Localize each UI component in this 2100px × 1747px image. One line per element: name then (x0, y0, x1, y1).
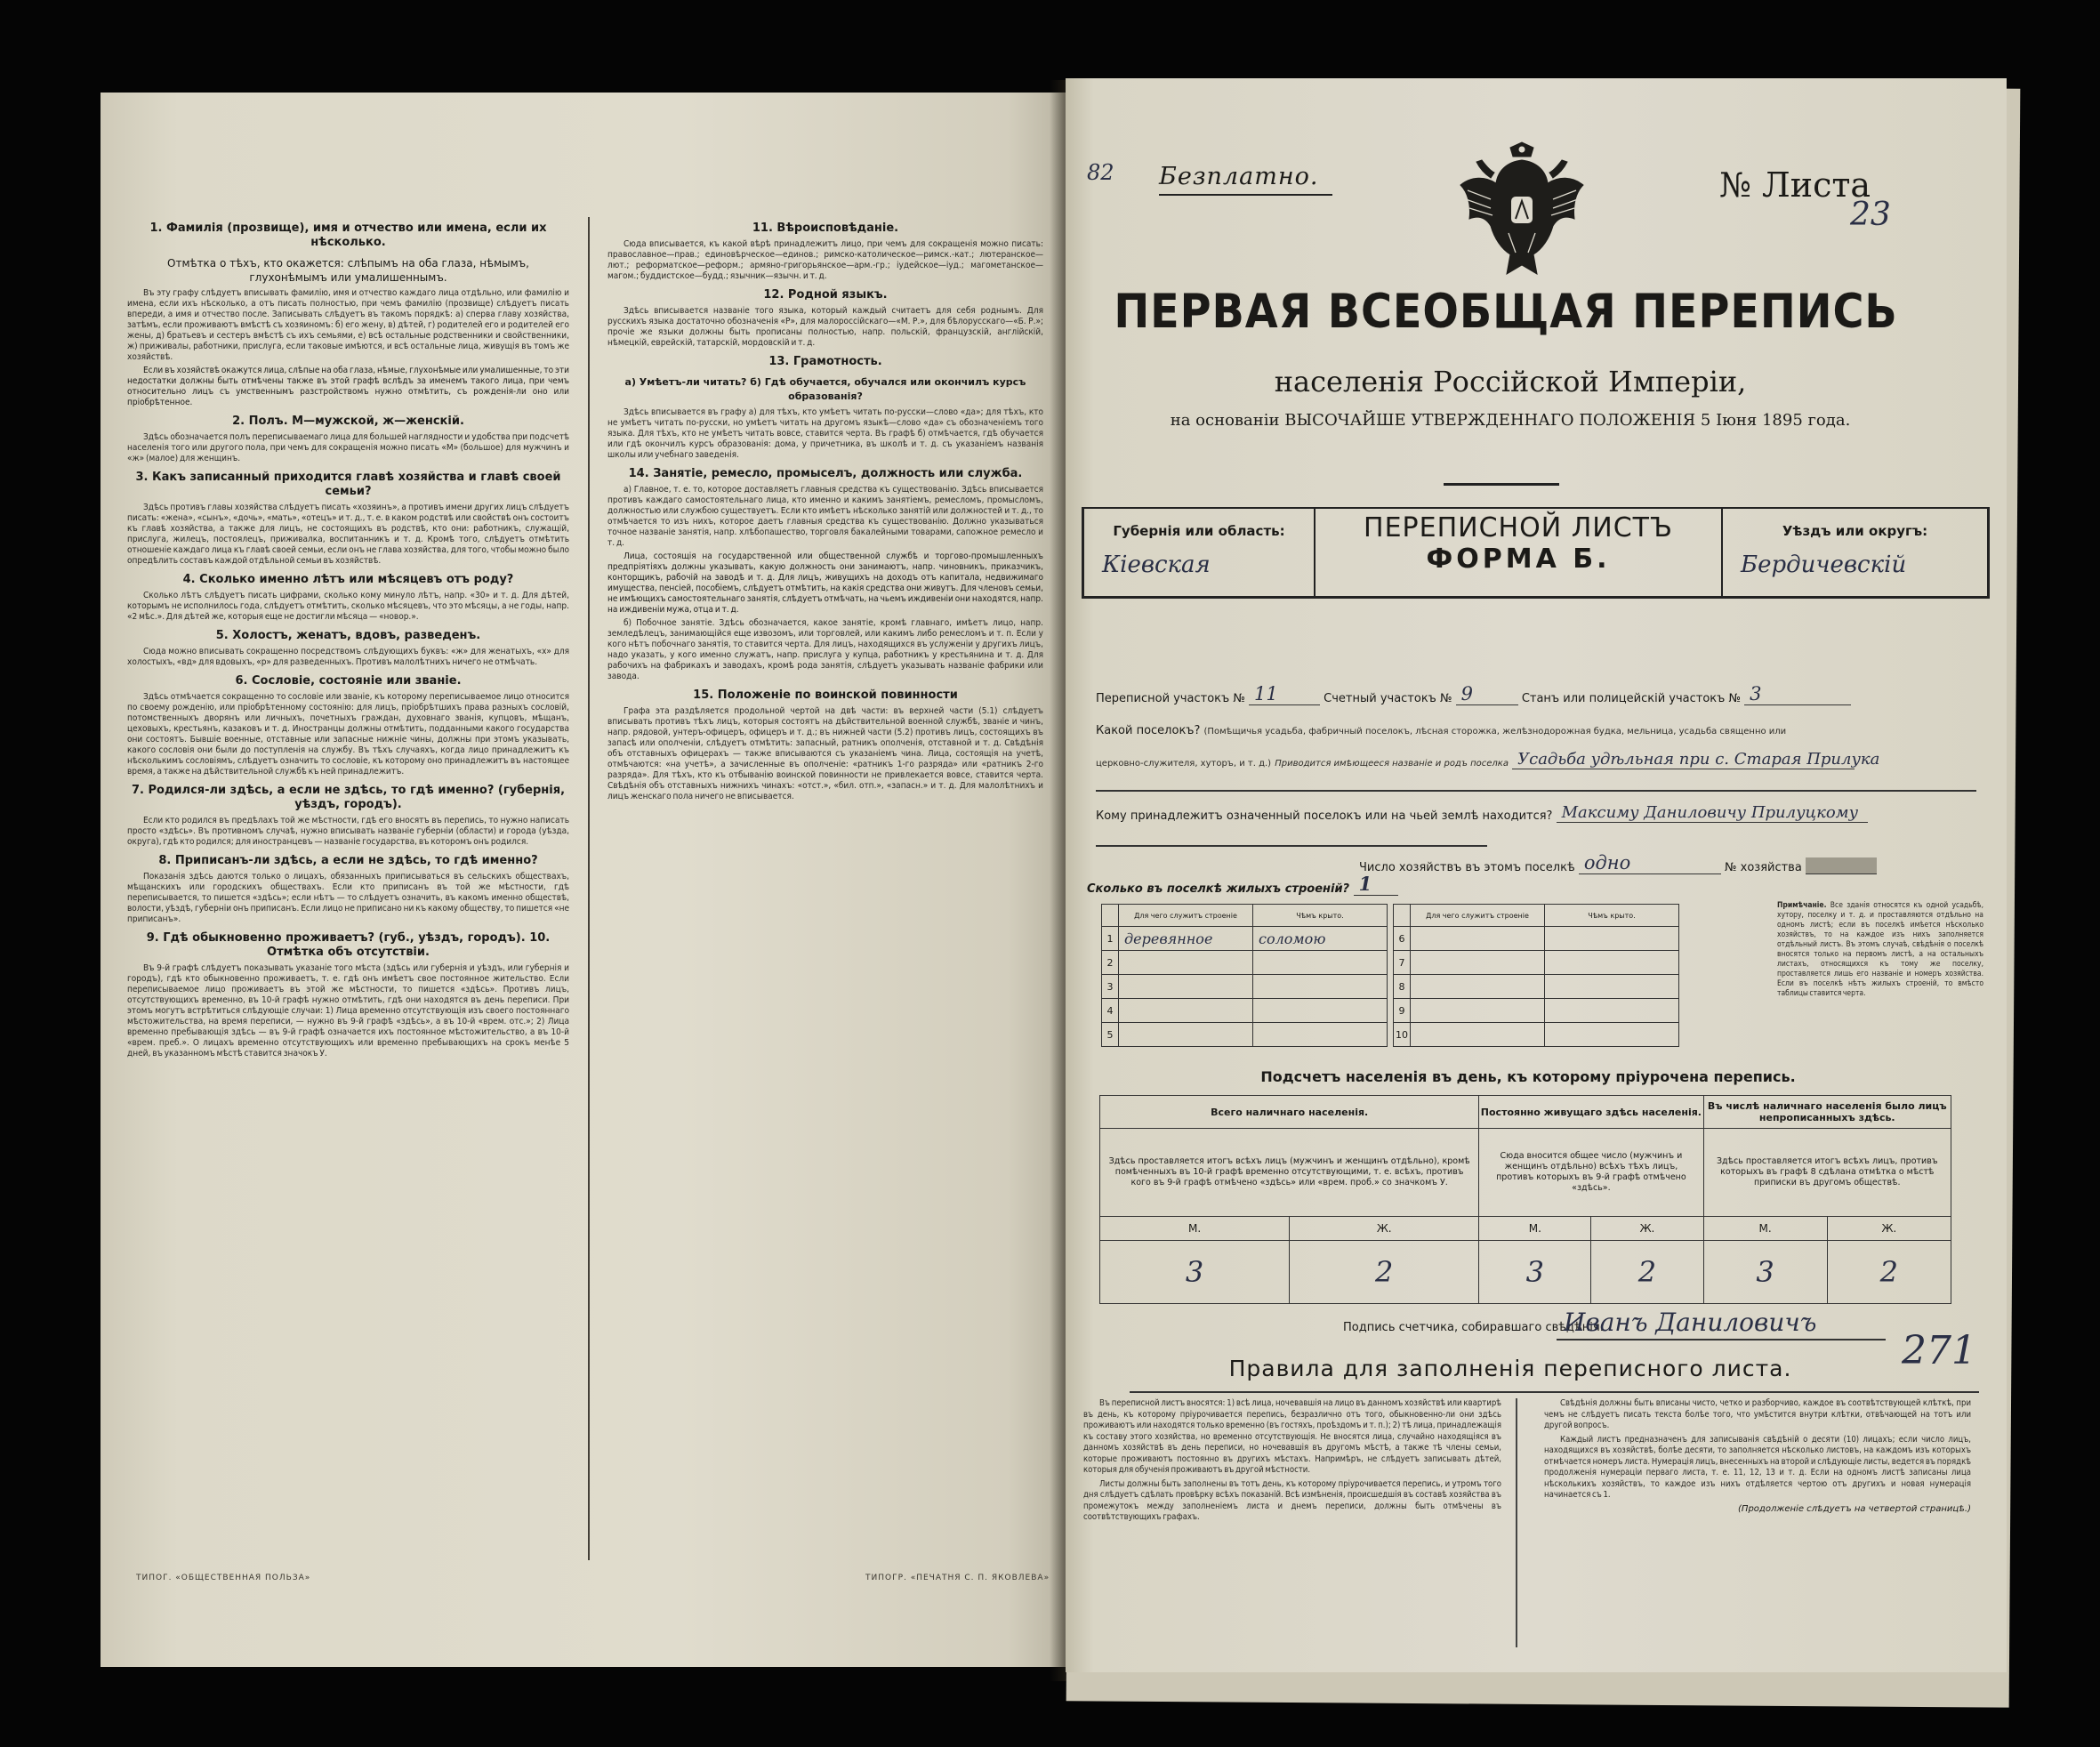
police-district-label: Станъ или полицейскій участокъ № (1521, 692, 1741, 705)
summary-value: 2 (1591, 1241, 1703, 1304)
handwritten-corner-number: 82 (1087, 160, 1114, 185)
province-value: Кіевская (1102, 551, 1211, 578)
section-title: 8. Приписанъ-ли здѣсь, а если не здѣсь, то гдѣ именно? (158, 854, 538, 867)
column-divider (588, 217, 590, 1560)
dw-header-roof-2: Чѣмъ крыто. (1545, 905, 1679, 927)
counting-district-field: 9 (1456, 688, 1518, 705)
province-cell (1084, 509, 1316, 596)
dw-header-roof: Чѣмъ крыто. (1253, 905, 1388, 927)
census-district-line (1096, 683, 1851, 705)
owner-field-line (1096, 845, 1487, 847)
settlement-field-line (1096, 790, 1976, 792)
note-title: Примѣчаніе. (1777, 901, 1827, 910)
table-row: 2 7 (1102, 951, 1679, 975)
households-field: одно (1579, 857, 1721, 874)
rules-column-2: Свѣдѣнія должны быть вписаны чисто, четко и разборчиво, каждое въ соотвѣтствующей клѣткѣ, при чемъ не слѣдуетъ писать текста болѣе того, что умѣстится внутри клѣтки, отвѣчающей на тотъ или другой вопросъ. Каждый листъ предназначенъ для записыванія свѣдѣній о десяти (10) лицахъ; если число лицъ, находящихся въ хозяйствѣ, болѣе десяти, то заполняется нѣсколько листовъ, на каждомъ изъ которыхъ отмѣчается номеръ листа. Нумерація лицъ, внесенныхъ на второй и слѣдующіе листы, ведется въ порядкѣ продолженія нумераціи перваго листа, т. е. 11, 12, 13 и т. д. Если на одномъ листѣ записаны лица нѣсколькихъ хозяйствъ, то каждое изъ нихъ отдѣляется чертою отъ другихъ и новая нумерація начинается съ 1. (Продолженіе слѣдуетъ на четвертой страницѣ.) (1544, 1398, 1971, 1514)
form-title-cell (1316, 509, 1723, 596)
settlement-note: (Помѣщичья усадьба, фабричный поселокъ, лѣсная сторожка, желѣзнодорожная будка, мельница, усадьба священно или (1203, 727, 1787, 737)
section-title: 3. Какъ записанный приходится главѣ хозяйства и главѣ своей семьи? (135, 471, 561, 498)
settlement-field: Усадьба удѣльная при с. Старая Прилука (1512, 753, 1855, 769)
summary-value: 2 (1827, 1241, 1951, 1304)
rules-column-1: Въ переписной листъ вносятся: 1) всѣ лица, ночевавшія на лицо въ данномъ хозяйствѣ или квартирѣ въ день, къ которому пріурочивается перепись, безразлично отъ того, обыкновенно-ли они здѣсь проживаютъ или находятся только временно (въ гостяхъ, проѣздомъ и т. п.); 2) тѣ лица, принадлежащія къ составу этого хозяйства, но временно отсутствующія. Не вносятся лица, случайно находящіяся въ данномъ хозяйствѣ въ день переписи, но ночевавшія въ другомъ мѣстѣ, а также тѣ члены семьи, которые проживаютъ постоянно въ другихъ мѣстахъ. Напримѣръ, не слѣдуетъ записывать дѣтей, которыя для обученія проживаютъ въ другой мѣстности. Листы должны быть заполнены въ тотъ день, къ которому пріурочивается перепись, и утромъ того дня слѣдуетъ сдѣлать провѣрку всѣхъ показаній. Всѣ измѣненія, происшедшія въ составѣ хозяйства въ промежутокъ между заполненіемъ листа и днемъ переписи, должны быть отмѣчены въ соотвѣтствующихъ графахъ. (1083, 1398, 1501, 1522)
form-header-box (1082, 507, 1990, 599)
owner-label: Кому принадлежитъ означенный поселокъ или на чьей землѣ находится? (1096, 809, 1553, 823)
household-number-field (1806, 857, 1877, 874)
households-line (1359, 852, 1877, 874)
left-page (101, 93, 1066, 1667)
section-title: 15. Положеніе по воинской повинности (693, 688, 958, 702)
dwellings-table (1101, 904, 1679, 1047)
dw-header-desc-2: Для чего служитъ строеніе (1411, 905, 1545, 927)
printer-footer-left: ТИПОГ. «ОБЩЕСТВЕННАЯ ПОЛЬЗА» (136, 1574, 311, 1582)
table-row: 1 деревянное соломою 6 (1102, 927, 1679, 951)
summary-value: 3 (1703, 1241, 1827, 1304)
section-subtitle: а) Умѣетъ-ли читать? б) Гдѣ обучается, обучался или окончилъ курсъ образованія? (624, 376, 1026, 402)
summary-title: Подсчетъ населенія въ день, къ которому пріурочена перепись. (1260, 1068, 1796, 1085)
settlement-line-2 (1096, 750, 1880, 769)
rules-title: Правила для заполненія переписного листа. (1228, 1356, 1792, 1381)
free-label: Безплатно. (1159, 163, 1319, 190)
section-title: 9. Гдѣ обыкновенно проживаетъ? (губ., уѣздъ, городъ). 10. Отмѣтка объ отсутствіи. (146, 931, 551, 959)
summary-value: 2 (1290, 1241, 1479, 1304)
sheet-number-label: № Листа (1719, 165, 1871, 205)
section-title: 12. Родной языкъ. (763, 288, 888, 302)
summary-head-present: Всего наличнаго населенія. (1100, 1096, 1479, 1129)
summary-value: 3 (1479, 1241, 1591, 1304)
buildings-field: 1 (1354, 879, 1398, 896)
dw-header-desc: Для чего служитъ строеніе (1119, 905, 1253, 927)
page-title: ПЕРВАЯ ВСЕОБЩАЯ ПЕРЕПИСЬ (1114, 285, 1898, 339)
section-subtitle: Отмѣтка о тѣхъ, кто окажется: слѣпымъ на оба глаза, нѣмымъ, глухонѣмымъ или умалишеннымъ. (167, 257, 529, 284)
household-number-label: № хозяйства (1724, 861, 1802, 874)
section-title: 2. Полъ. М—мужской, ж—женскій. (232, 415, 464, 428)
page-subtitle-decree: на основаніи ВЫСОЧАЙШЕ УТВЕРЖДЕННАГО ПОЛОЖЕНІЯ 5 Іюня 1895 года. (1170, 411, 1851, 430)
district-label: Уѣздъ или округъ: (1782, 523, 1928, 539)
table-row: 4 9 (1102, 999, 1679, 1023)
census-district-label: Переписной участокъ № (1096, 692, 1245, 705)
free-label-underline (1159, 194, 1332, 196)
note-block: Примѣчаніе. Все зданія относятся къ одной усадьбѣ, хутору, поселку и т. д. и проставляются отдѣльно на одномъ листѣ; если въ поселкѣ имѣется нѣсколько хозяйствъ, то на каждое изъ нихъ заполняется отдѣльный листъ. Въ этомъ случаѣ, свѣдѣнія о поселкѣ вносятся только на первомъ листѣ, а на остальныхъ листахъ, относящихся къ тому же поселку, проставляется лишь его названіе и номеръ хозяйства. Если въ поселкѣ нѣтъ жилыхъ строеній, то вмѣсто таблицы ставится черта. (1777, 901, 1983, 998)
population-summary-table: Всего наличнаго населенія. Постоянно живущаго здѣсь населенія. Въ числѣ наличнаго населенія было лицъ непрописанныхъ здѣсь. Здѣсь проставляется итогъ всѣхъ лицъ (мужчинъ и женщинъ отдѣльно), кромѣ помѣченныхъ въ 10-й графѣ временно отсутствующими, т. е. всѣхъ, противъ кого въ 9-й графѣ отмѣчено «здѣсь» или «врем. проб.» со значкомъ У. Сюда вносится общее число (мужчинъ и женщинъ отдѣльно) всѣхъ тѣхъ лицъ, противъ которыхъ въ 9-й графѣ отмѣчено «здѣсь». Здѣсь проставляется итогъ всѣхъ лицъ, противъ которыхъ въ графѣ 8 сдѣлана отмѣтка о мѣстѣ приписки въ другомъ обществѣ. М. Ж. М. Ж. М. Ж. 3 2 3 2 3 2 (1099, 1095, 1951, 1304)
rules-rule (1130, 1391, 1979, 1393)
province-label: Губернія или область: (1113, 523, 1285, 539)
settlement-line (1096, 724, 1786, 737)
signature-label: Подпись счетчика, собиравшаго свѣдѣнія: (1343, 1321, 1605, 1334)
rules-continuation: (Продолженіе слѣдуетъ на четвертой страницѣ.) (1738, 1503, 1971, 1514)
rules-divider (1516, 1398, 1517, 1647)
section-title: 11. Вѣроисповѣданіе. (752, 221, 899, 235)
signature-line (1557, 1339, 1886, 1340)
buildings-label: Сколько въ поселкѣ жилыхъ строеній? (1087, 882, 1350, 896)
signature: Иванъ Даниловичъ (1564, 1308, 1817, 1337)
form-title: ПЕРЕПИСНОЙ ЛИСТЪ (1364, 512, 1673, 543)
households-label: Число хозяйствъ въ этомъ поселкѣ (1359, 861, 1575, 874)
summary-value: 3 (1100, 1241, 1290, 1304)
police-district-field: 3 (1744, 688, 1851, 705)
settlement-note-2: церковно-служителя, хуторъ, и т. д.) (1096, 759, 1272, 769)
section-title: 13. Грамотность. (768, 355, 882, 368)
section-title: 6. Сословіе, состояніе или званіе. (235, 674, 462, 688)
left-column-1: 1. Фамилія (прозвище), имя и отчество или имена, если их нѣсколько. Отмѣтка о тѣхъ, кто окажется: слѣпымъ на оба глаза, нѣмымъ, глухонѣмымъ или умалишеннымъ. Въ эту графу слѣдуетъ вписывать фамилію, имя и отчество каждаго лица отдѣльно, или фамилію и имена, если ихъ нѣсколько, а отъ писать полностью, при чемъ фамилію (прозвище) слѣдуетъ писать впереди, а имя и отчество после. Записывать слѣдуетъ въ такомъ порядкѣ: а) сперва главу хозяйства, затѣмъ, если проживаютъ вмѣстѣ съ хозяиномъ: б) его жену, в) дѣтей, г) родителей его и родителей его жены, д) братьевъ и сестеръ вмѣстѣ съ ихъ семьями, е) всѣ остальные родственники и свойственники, ж) приживалы, работники, прислуга, если таковые имѣются, и всѣ остальные лица, живущія въ томъ же хозяйствѣ. Если въ хозяйствѣ окажутся лица, слѣпые на оба глаза, нѣмые, глухонѣмые или умалишенные, то эти недостатки должны быть отмѣчены также въ этой графѣ вслѣдъ за именемъ такого лица, при чемъ относительно лицъ съ умственнымъ разстройствомъ нужно отмѣтить, съ рожденія-ли оно или пріобрѣтенное. 2. Полъ. М—мужской, ж—женскій. Здѣсь обозначается полъ переписываемаго лица для большей наглядности и удобства при подсчетѣ населенія того или другого пола, при чемъ для сокращенія можно писать «М» (большое) для мужчинъ и «ж» (малое) для женщинъ. 3. Какъ записанный приходится главѣ хозяйства и главѣ своей семьи? Здѣсь противъ главы хозяйства слѣдуетъ писать «хозяинъ», а противъ имени других лицъ слѣдуетъ писать: «жена», «сынъ», «дочь», «мать», «отецъ» и т. д., т. е. в каком родствѣ или свойствѣ онъ состоитъ къ главѣ хозяйства, а также для лицъ, не состоящихъ въ родствѣ, кто они: работникъ, служащій, прислуга, жилецъ, постоялецъ, приживалка, воспитанникъ и т. д. Кромѣ того, слѣдуетъ отмѣтить отношеніе каждаго лица къ главѣ своей семьи, если онъ не глава хозяйства, для того, чтобы можно было опредѣлить составъ каждой отдѣльной семьи въ хозяйствѣ. 4. Сколько именно лѣтъ или мѣсяцевъ отъ роду? Сколько лѣтъ слѣдуетъ писать цифрами, сколько кому минуло лѣтъ, напр. «30» и т. д. Для дѣтей, которымъ не исполнилось года, слѣдуетъ отмѣтить, сколько мѣсяцевъ, что это мѣсяцы, а не годы, напр. «2 мѣс.». Для дѣтей же, которыя еще не достигли мѣсяца — «новор.». 5. Холостъ, женатъ, вдовъ, разведенъ. Сюда можно вписывать сокращенно посредствомъ слѣдующихъ буквъ: «ж» для женатыхъ, «х» для холостыхъ, «вд» для вдовыхъ, «р» для разведенныхъ. Противъ малолѣтнихъ ничего не отмѣчать. 6. Сословіе, состояніе или званіе. Здѣсь отмѣчается сокращенно то сословіе или званіе, къ которому переписываемое лицо относится по своему рожденію, или пріобрѣтенному состоянію: для лицъ, пріобрѣтшихъ права разныхъ сословій, потомственныхъ дворянъ или личныхъ, почетныхъ граждан, духовнаго званія, купцовъ, мѣщанъ, цеховыхъ, крестьянъ, казаковъ и т. д. Иностранцы должны отмѣтить, подданными какого государства они состоятъ. Бывшіе военные, отставные или запасные нижніе чины, должны при этомъ указывать, какого сословія они были до поступленія на службу. Въ тѣхъ случаяхъ, когда лицо принадлежитъ къ нѣсколькимъ сословіямъ, слѣдуетъ означить то сословіе, къ которому оно принадлежитъ въ настоящее время, а также на дѣйствительной службѣ къ ней принадлежитъ. 7. Родился-ли здѣсь, а если не здѣсь, то гдѣ именно? (губернія, уѣздъ, городъ). Если кто родился въ предѣлахъ той же мѣстности, гдѣ его вносятъ въ перепись, то нужно написать просто «здѣсь». Въ противномъ случаѣ, нужно вписывать названіе губерніи (области) и города (уѣзда, округа), гдѣ кто родился; для иностранцевъ — названіе государства, въ которомъ онъ родился. 8. Приписанъ-ли здѣсь, а если не здѣсь, то гдѣ именно? Показанія здѣсь даются только о лицахъ, обязанныхъ приписываться въ сельскихъ обществахъ, мѣщанскихъ или городскихъ обществахъ. Если кто приписанъ въ той же мѣстности, гдѣ переписывается, то пишется «здѣсь»; если нѣтъ — то слѣдуетъ означить, въ какомъ именно обществѣ, волости, уѣздѣ, губерніи онъ приписанъ. Если лицо не приписано ни къ какому обществу, то пишется «не приписанъ». 9. Гдѣ обыкновенно проживаетъ? (губ., уѣздъ, городъ). 10. Отмѣтка объ отсутствіи. Въ 9-й графѣ слѣдуетъ показывать указаніе того мѣста (здѣсь или губернія и уѣздъ, или губернія и городъ), гдѣ кто обыкновенно проживаетъ, т. е. гдѣ онъ имѣетъ свое постоянное жительство. Если переписываемое лицо проживаетъ въ этой же мѣстности, то пишется «здѣсь». Противъ лицъ, отсутствующихъ временно, въ 10-й графѣ нужно отмѣтить, гдѣ они находятся въ день переписи. При этомъ могутъ встрѣтиться слѣдующіе случаи: 1) Лица временно отсутствующія изъ своего постояннаго мѣстожительства, на время переписи, — нужно въ 9-й графѣ «здѣсь», а въ 10-й «врем. отс.»; 2) Лица временно пребывающія здѣсь — въ 9-й графѣ означается ихъ постоянное мѣстожительство, а въ 10-й «врем. преб.». О лицахъ временно отсутствующихъ или временно пребывающихъ на срокъ менѣе 5 дней, въ указанномъ мѣстѣ ставится значокъ У. (127, 221, 569, 1059)
section-title: 1. Фамилія (прозвище), имя и отчество или имена, если их нѣсколько. (149, 221, 547, 249)
section-title: 7. Родился-ли здѣсь, а если не здѣсь, то гдѣ именно? (губернія, уѣздъ, городъ). (131, 784, 566, 811)
form-subtitle: ФОРМА Б. (1426, 543, 1611, 575)
section-title: 5. Холостъ, женатъ, вдовъ, разведенъ. (215, 629, 481, 642)
section-title: 4. Сколько именно лѣтъ или мѣсяцевъ отъ роду? (182, 573, 514, 586)
title-rule (1444, 483, 1559, 486)
district-cell (1723, 509, 1987, 596)
summary-head-nonregistered: Въ числѣ наличнаго населенія было лицъ непрописанныхъ здѣсь. (1703, 1096, 1951, 1129)
section-title: 14. Занятіе, ремесло, промыселъ, должность или служба. (628, 467, 1023, 480)
settlement-note-3: Приводится имѣющееся названіе и родъ поселка (1275, 759, 1509, 769)
counting-district-label: Счетный участокъ № (1324, 692, 1452, 705)
handwritten-sheet-number: 23 (1850, 197, 1891, 233)
printer-footer-right: ТИПОГР. «ПЕЧАТНЯ С. П. ЯКОВЛЕВА» (865, 1574, 1050, 1582)
left-column-2: 11. Вѣроисповѣданіе. Сюда вписывается, къ какой вѣрѣ принадлежитъ лицо, при чемъ для сокращенія можно писать: православное—прав.; единовѣрческое—единов.; римско-католическое—римск.-кат.; лютеранское—лют.; реформатское—реформ.; армяно-григорьянское—арм.-гр.; іудейское—іуд.; магометанское—магом.; буддистское—будд.; язычник—язычн. и т. д. 12. Родной языкъ. Здѣсь вписывается названіе того языка, который каждый считаетъ для себя роднымъ. Для русскихъ языка достаточно обозначенія «Р», для малороссійскаго—«М. Р.», для бѣлорусскаго—«Б. Р.»; прочіе же языки должны быть прописаны полностью, напр. польскій, французскій, англійскій, нѣмецкій, еврейскій, татарскій, мордовскій и т. д. 13. Грамотность. а) Умѣетъ-ли читать? б) Гдѣ обучается, обучался или окончилъ курсъ образованія? Здѣсь вписывается въ графу а) для тѣхъ, кто умѣетъ читать по-русски—слово «да»; для тѣхъ, кто не умѣетъ читать по-русски, но умѣетъ читать на другомъ языкѣ—слово «да» съ обозначеніемъ того языка. Для тѣхъ, кто не умѣетъ читать вовсе, ставится черта. Въ графѣ б) отмѣчается, гдѣ обучается или гдѣ окончилъ курсъ образованія: дома, у причетника, въ школѣ и т. д. съ указаніемъ названія школы или учебнаго заведенія. 14. Занятіе, ремесло, промыселъ, должность или служба. а) Главное, т. е. то, которое доставляетъ главныя средства къ существованію. Здѣсь вписывается противъ каждаго самостоятельнаго лица, кто именно и какимъ занятіемъ, ремесломъ, промысломъ, должностью или службою существуетъ. Если кто имѣетъ нѣсколько занятій или должностей и т. д., то отмѣчается то изъ нихъ, которое даетъ главныя средства къ существованію. Должно указываться точное названіе занятія, напр. хлѣбопашество, торговля бакалейными товарами, сапожное ремесло и т. д. Лица, состоящія на государственной или общественной службѣ и торгово-промышленныхъ предпріятіяхъ должны указывать, какую должность они занимаютъ, напр. чиновникъ, приказчикъ, конторщикъ, рабочій на заводѣ и т. д. Для лицъ, живущихъ на доходъ отъ капитала, недвижимаго имущества, пенсіей, пособіемъ, слѣдуетъ отмѣтить, на какія средства они живутъ. Для членовъ семьи, не имѣющихъ самостоятельнаго занятія, слѣдуетъ отмѣчать, на чьемъ иждивеніи они находятся, напр. на иждивеніи мужа, отца и т. д. б) Побочное занятіе. Здѣсь обозначается, какое занятіе, кромѣ главнаго, имѣетъ лицо, напр. земледѣлецъ, занимающійся еще извозомъ, или торговлей, или какимъ либо ремесломъ и т. п. Если у кого нѣтъ побочнаго занятія, то ставится черта. Для лицъ, находящихся въ услуженіи у другихъ лицъ, надо указать, у кого именно служатъ, напр. прислуга у купца, работникъ у крестьянина и т. д. Для рабочихъ на фабрикахъ и заводахъ, кромѣ рода занятія, слѣдуетъ указывать названіе фабрики или завода. 15. Положеніе по воинской повинности Графа эта раздѣляется продольной чертой на двѣ части: въ верхней части (5.1) слѣдуетъ вписывать противъ тѣхъ лицъ, которыя состоятъ на дѣйствительной военной службѣ, званіе и чинъ, напр. рядовой, унтеръ-офицеръ, офицеръ и т. д.; въ нижней части (5.2) противъ лицъ, состоящихъ въ запасѣ или ополченіи, слѣдуетъ отмѣтить: запасный, ратникъ ополченія, отставной и т. д. Свѣдѣнія объ отставныхъ офицерахъ — также вписываются съ указаніемъ чина. Лица, состоящія на учетѣ, отмѣчаются: «на учетѣ», а зачисленные въ ополченіе: «ратникъ 1-го разряда» или «ратникъ 2-го разряда». Для тѣхъ, кто къ отбыванію воинской повинности не привлекается вовсе, ставится черта. Свѣдѣнія объ отставныхъ нижнихъ чинахъ: «отст.», «бил. отп.», «запасн.» и т. д. Для малолѣтнихъ и лицъ женскаго пола ничего не вписывается. (607, 221, 1043, 801)
page-subtitle: населенія Россійской Имперіи, (1274, 365, 1747, 399)
right-page (1066, 78, 2007, 1672)
buildings-line (1087, 873, 1398, 896)
district-value: Бердичевскій (1741, 551, 1907, 578)
settlement-label: Какой поселокъ? (1096, 724, 1201, 737)
owner-field: Максиму Даниловичу Прилуцкому (1557, 806, 1868, 823)
table-row (1100, 1241, 1951, 1304)
census-district-field: 11 (1249, 688, 1320, 705)
handwritten-number: 271 (1902, 1328, 1976, 1373)
owner-line (1096, 803, 1868, 823)
imperial-eagle-icon (1455, 141, 1589, 278)
table-row: 5 10 (1102, 1023, 1679, 1047)
table-row: 3 8 (1102, 975, 1679, 999)
summary-head-permanent: Постоянно живущаго здѣсь населенія. (1479, 1096, 1703, 1129)
